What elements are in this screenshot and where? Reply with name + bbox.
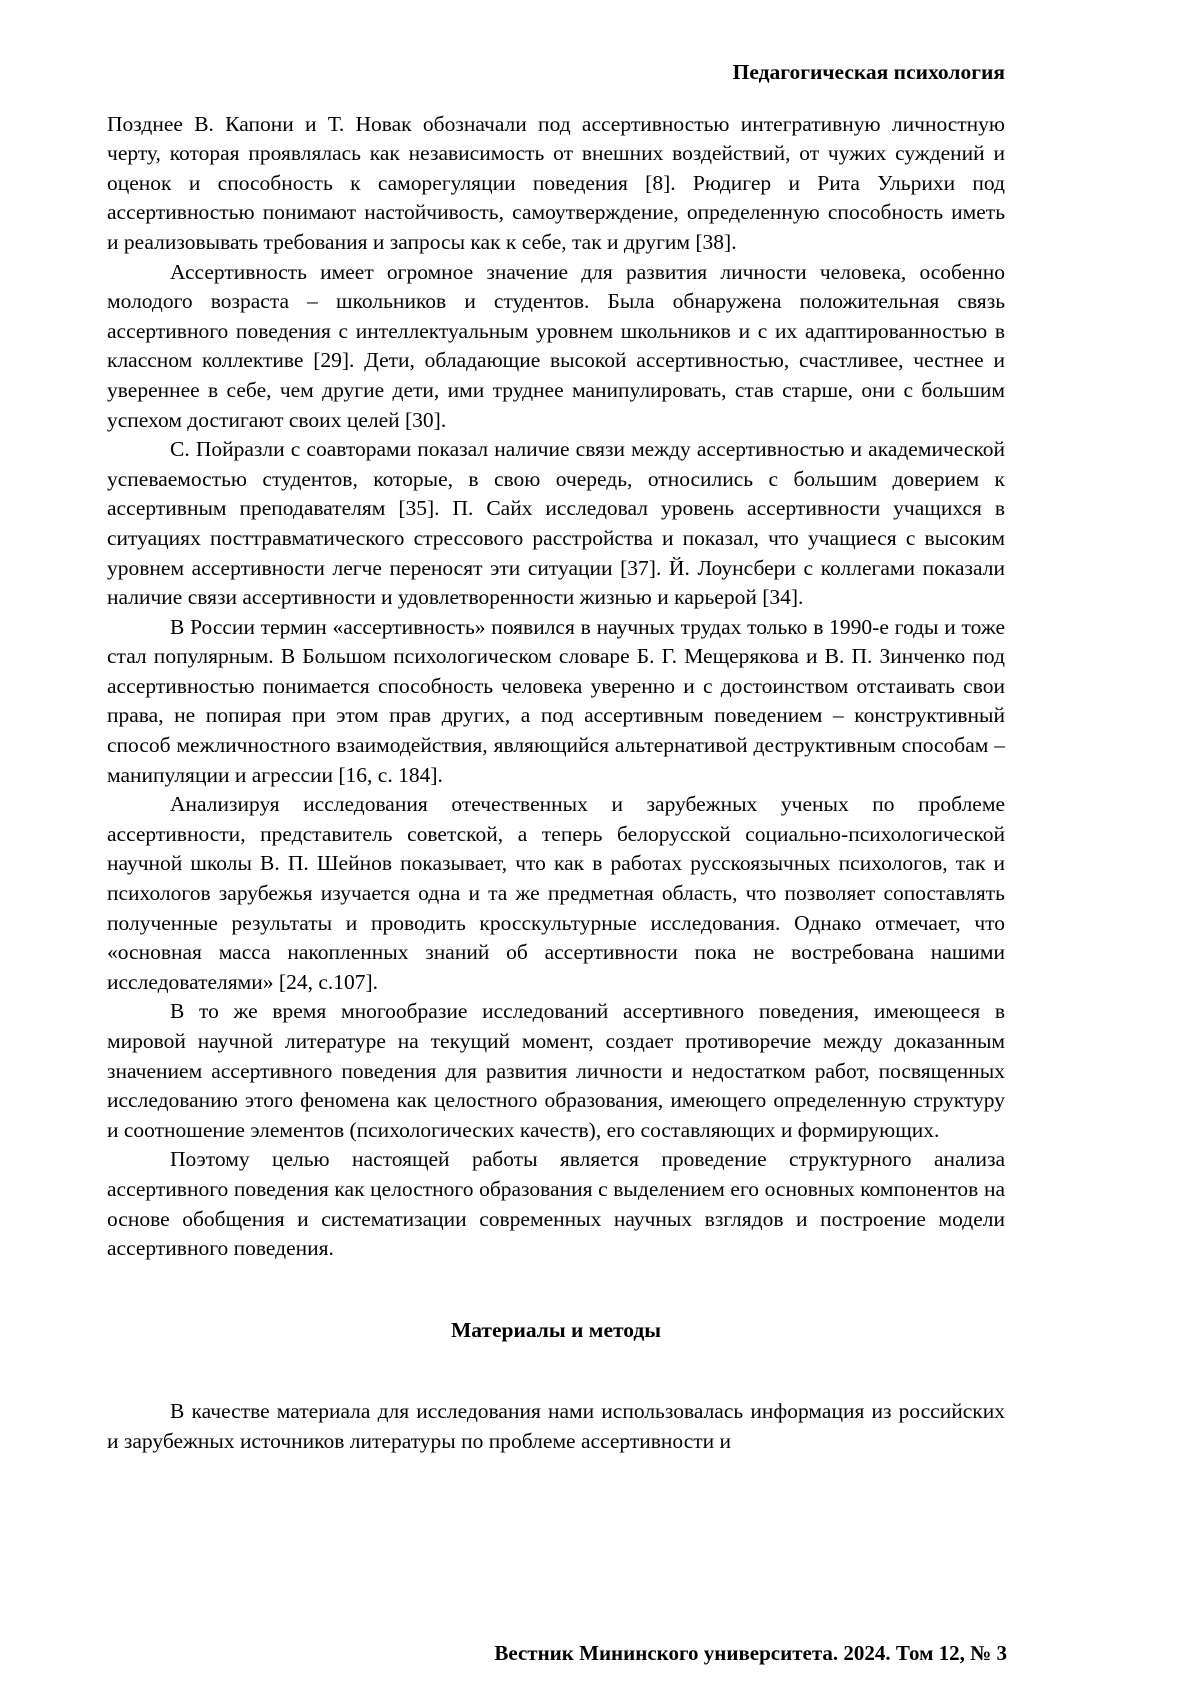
body-paragraph: Позднее В. Капони и Т. Новак обозначали под ассертивностью интегративную личностную черту, которая проявлялась как независимость от внешних воздействий, от чужих суждений и оценок и способность к саморегуляции поведения [8]. Рюдигер и Рита Ульрихи под ассертивностью понимают настойчивость, самоутверждение, определенную способность иметь и реализовывать требования и запросы как к себе, так и другим [38]. xyxy=(107,111,1005,254)
section-heading: Материалы и методы xyxy=(450,1317,662,1342)
body-paragraph: В то же время многообразие исследований ассертивного поведения, имеющееся в мировой научной литературе на текущий момент, создает противоречие между доказанным значением ассертивного поведения для развития личности и недостатком работ, посвященных исследованию этого феномена как целостного образования, имеющего определенную структуру и соотношение элементов (психологических качеств), его составляющих и формирующих. xyxy=(107,999,1005,1142)
body-paragraph: В качестве материала для исследования нами использовалась информация из российских и зарубежных источников литературы по проблеме ассертивности и xyxy=(107,1399,1005,1453)
body-paragraph: Поэтому целью настоящей работы является проведение структурного анализа ассертивного поведения как целостного образования с выделением его основных компонентов на основе обобщения и систематизации современных научных взглядов и построение модели ассертивного поведения. xyxy=(107,1147,1005,1261)
body-paragraph: Анализируя исследования отечественных и зарубежных ученых по проблеме ассертивности, представитель советской, а теперь белорусской социально-психологической научной школы В. П. Шейнов показывает, что как в работах русскоязычных психологов, так и психологов зарубежья изучается одна и та же предметная область, что позволяет сопоставлять полученные результаты и проводить кросскультурные исследования. Однако отмечает, что «основная масса накопленных знаний об ассертивности пока не востребована нашими исследователями» [24, с.107]. xyxy=(107,792,1005,994)
running-head: Педагогическая психология xyxy=(732,60,1005,84)
article-body xyxy=(107,110,1005,1457)
body-paragraph: Ассертивность имеет огромное значение для развития личности человека, особенно молодого возраста – школьников и студентов. Была обнаружена положительная связь ассертивного поведения с интеллектуальным уровнем школьников и с их адаптированностью в классном коллективе [29]. Дети, обладающие высокой ассертивностью, счастливее, честнее и увереннее в себе, чем другие дети, ими труднее манипулировать, став старше, они с большим успехом достигают своих целей [30]. xyxy=(107,259,1005,432)
body-paragraph: В России термин «ассертивность» появился в научных трудах только в 1990-е годы и тоже стал популярным. В Большом психологическом словаре Б. Г. Мещерякова и В. П. Зинченко под ассертивностью понимается способность человека уверенно и с достоинством отстаивать свои права, не попирая при этом прав других, а под ассертивным поведением – конструктивный способ межличностного взаимодействия, являющийся альтернативой деструктивным способам – манипуляции и агрессии [16, с. 184]. xyxy=(107,614,1005,787)
body-paragraph: С. Пойразли с соавторами показал наличие связи между ассертивностью и академической успеваемостью студентов, которые, в свою очередь, относились с большим доверием к ассертивным преподавателям [35]. П. Сайх исследовал уровень ассертивности учащихся в ситуациях посттравматического стрессового расстройства и показал, что учащиеся с высоким уровнем ассертивности легче переносят эти ситуации [37]. Й. Лоунсбери с коллегами показали наличие связи ассертивности и удовлетворенности жизнью и карьерой [34]. xyxy=(107,437,1005,610)
journal-footer: Вестник Мининского университета. 2024. Том 12, № 3 xyxy=(494,1641,1007,1666)
